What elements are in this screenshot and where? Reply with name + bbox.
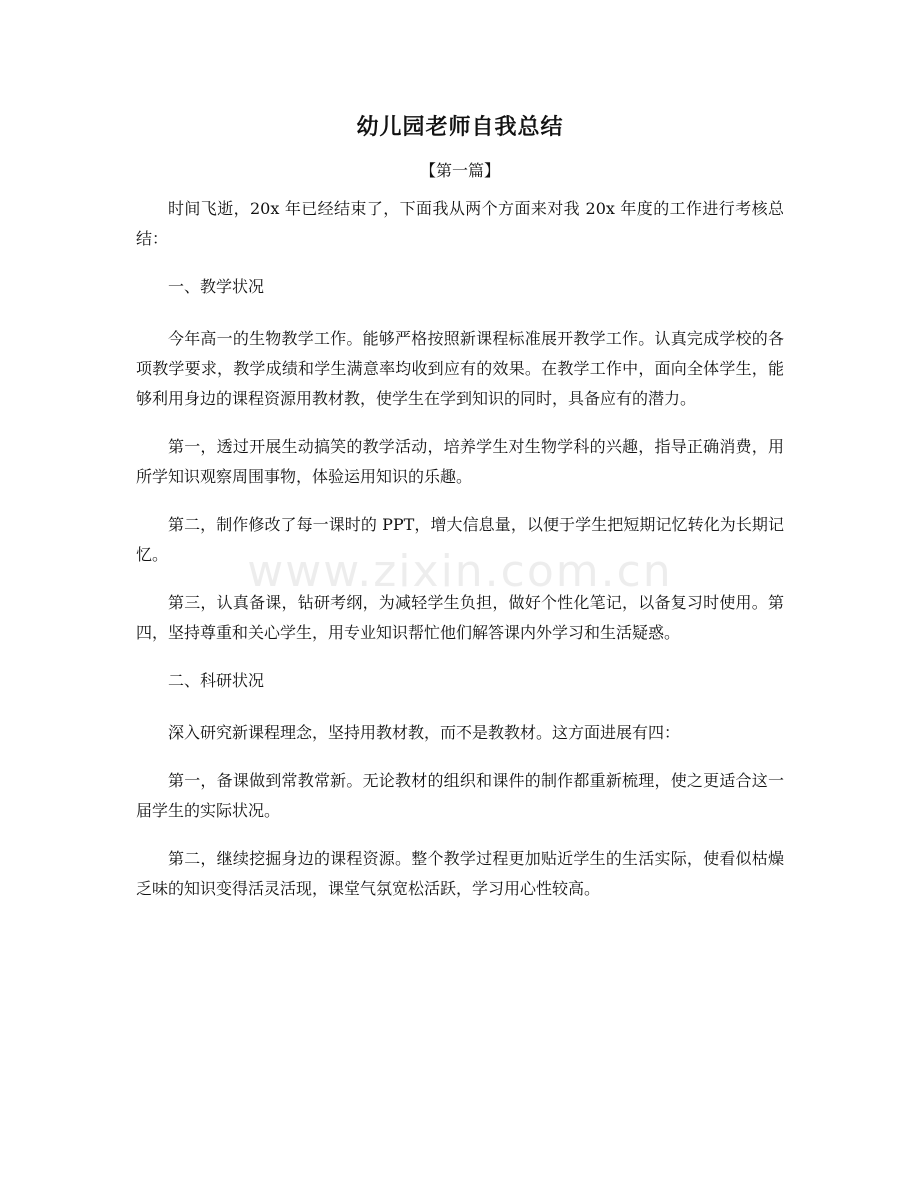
- section-heading-research: 二、科研状况: [168, 671, 265, 690]
- section-heading-teaching: 一、教学状况: [168, 277, 265, 296]
- paragraph-teaching-first: 第一，透过开展生动搞笑的教学活动，培养学生对生物学科的兴趣，指导正确消费，用所学知识观察周围事物，体验运用知识的乐趣。: [136, 437, 784, 486]
- paragraph-intro: 时间飞逝，20x 年已经结束了，下面我从两个方面来对我 20x 年度的工作进行考核总结：: [136, 199, 784, 248]
- paragraph-teaching-overview: 今年高一的生物教学工作。能够严格按照新课程标准展开教学工作。认真完成学校的各项教学要求，教学成绩和学生满意率均收到应有的效果。在教学工作中，面向全体学生，能够利用身边的课程资源用教材教，使学生在学到知识的同时，具备应有的潜力。: [136, 329, 784, 408]
- document-title: 幼儿园老师自我总结: [356, 114, 564, 140]
- section-subtitle: 【第一篇】: [419, 161, 500, 180]
- paragraph-research-first: 第一，备课做到常教常新。无论教材的组织和课件的制作都重新梳理，使之更适合这一届学生的实际状况。: [136, 771, 784, 820]
- paragraph-teaching-second: 第二，制作修改了每一课时的 PPT，增大信息量，以便于学生把短期记忆转化为长期记忆。: [136, 515, 784, 564]
- paragraph-research-second: 第二，继续挖掘身边的课程资源。整个教学过程更加贴近学生的生活实际，使看似枯燥乏味的知识变得活灵活现，课堂气氛宽松活跃，学习用心性较高。: [136, 849, 784, 898]
- watermark-text: www.zixin.com.cn: [247, 546, 673, 597]
- paragraph-teaching-third: 第三，认真备课，钻研考纲，为减轻学生负担，做好个性化笔记，以备复习时使用。第四，坚持尊重和关心学生，用专业知识帮忙他们解答课内外学习和生活疑惑。: [136, 593, 784, 642]
- paragraph-research-overview: 深入研究新课程理念，坚持用教材教，而不是教教材。这方面进展有四：: [168, 723, 681, 742]
- document-body: [136, 194, 784, 904]
